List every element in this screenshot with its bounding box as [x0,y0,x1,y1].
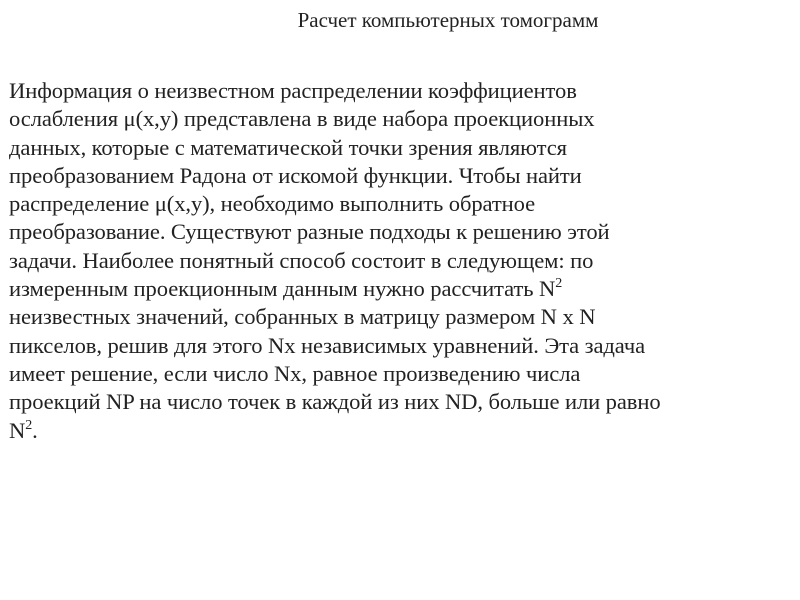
text-line: данных, которые с математической точки зрения являются [9,134,567,160]
text-line: пикселов, решив для этого Nx независимых уравнений. Эта задача [9,332,646,358]
text-line: преобразованием Радона от искомой функции. Чтобы найти [9,162,582,188]
text-line: имеет решение, если число Nx, равное произведению числа [9,360,581,386]
text-line: задачи. Наиболее понятный способ состоит в следующем: по [9,247,594,273]
text-line: преобразование. Существуют разные подходы к решению этой [9,219,610,245]
superscript: 2 [25,417,33,433]
text-line: проекций NP на число точек в каждой из них ND, больше или равно [9,389,661,415]
text-line: неизвестных значений, собранных в матрицу размером N x N [9,304,596,330]
body-paragraph [9,77,797,445]
slide-title: Расчет компьютерных томограмм [297,8,599,32]
superscript: 2 [555,276,563,292]
text-line: Информация о неизвестном распределении коэффициентов [9,78,577,103]
text-line: распределение μ(x,y), необходимо выполнить обратное [9,191,536,217]
text-line: измеренным проекционным данным нужно рассчитать $N^2$ [9,276,563,302]
text-line: ослабления μ(x,y) представлена в виде набора проекционных [9,106,595,132]
text-line: $N^2$. [9,417,38,443]
